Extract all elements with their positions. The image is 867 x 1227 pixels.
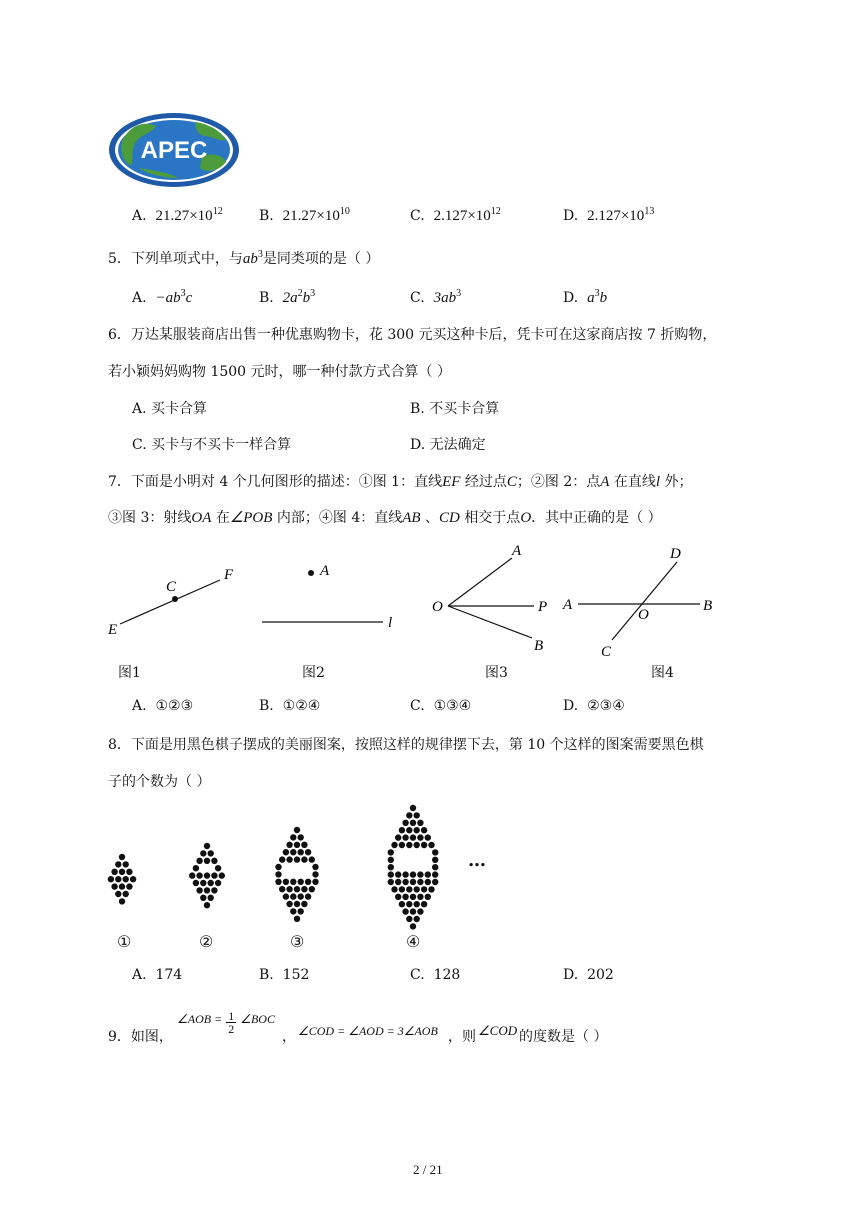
q7-stem-line1 [108,471,692,491]
q7-option-a[interactable] [132,698,193,714]
label-o: O [432,599,443,615]
ray-ob [448,606,532,638]
q7-text: 、 [425,510,440,526]
label-a: A [320,563,330,579]
black-stone [406,886,412,892]
option-exponent: 13 [644,206,655,217]
label-f: F [224,567,234,583]
q4-option-a[interactable] [132,206,223,225]
black-stone [391,842,397,848]
option-term: 3ab [433,290,457,306]
label-d: D [670,546,681,562]
black-stone [414,827,420,833]
q7-term: EF [442,474,461,490]
black-stone [312,871,318,877]
q6-stem-line2: 若小颖妈妈购物 1500 元时，哪一种付款方式合算（ ） [108,364,451,380]
black-stone [402,871,408,877]
black-stone [211,872,217,878]
black-stone [123,861,129,867]
black-stone [126,883,132,889]
q9-angle-cod: ∠COD [478,1023,518,1038]
pattern-2 [189,843,225,909]
black-stone [406,842,412,848]
black-stone [410,820,416,826]
option-letter: C. [410,208,425,224]
black-stone [298,834,304,840]
black-stone [395,879,401,885]
black-stone [414,916,420,922]
q5-option-d[interactable] [563,288,607,307]
black-stone [279,886,285,892]
black-stone [410,871,416,877]
black-stone [196,858,202,864]
q7-text: 相交于点 [464,510,521,526]
black-stone [399,842,405,848]
label-o: O [638,607,649,623]
q5-term-exponent: 3 [257,249,263,260]
q7-option-d[interactable] [563,698,625,714]
black-stone [402,879,408,885]
black-stone [305,893,311,899]
black-stone [211,858,217,864]
black-stone [410,908,416,914]
black-stone [283,893,289,899]
q7-text: 7．下面是小明对 4 个几何图形的描述：①图 1：直线 [108,474,443,490]
black-stone [111,869,117,875]
option-letter: A. [132,208,147,224]
q9-comma: ， [282,1029,296,1045]
figure-3 [432,543,547,654]
q7-text: ．其中正确的是（ ） [531,510,662,526]
option-letter: D. [563,698,579,714]
black-stone [286,901,292,907]
black-stone [286,842,292,848]
fraction [226,1010,236,1035]
black-stone [425,879,431,885]
black-stone [417,894,423,900]
black-stone [421,886,427,892]
black-stone [204,902,210,908]
q7-option-b[interactable] [259,698,320,714]
option-text: 174 [155,967,183,983]
pattern-4-label: ④ [406,932,421,951]
black-stone [119,898,125,904]
black-stone [290,879,296,885]
black-stone [126,869,132,875]
q6-option-d[interactable] [410,434,486,454]
option-text: 不买卡合算 [429,401,500,417]
black-stone [283,849,289,855]
apec-logo-globe [108,112,240,188]
q8-option-a[interactable] [132,967,182,983]
black-stone [402,894,408,900]
black-stone [305,879,311,885]
black-stone [402,908,408,914]
black-stone [298,849,304,855]
black-stone [298,879,304,885]
figure-4-caption: 图4 [651,665,674,681]
label-l: l [388,615,393,631]
black-stone [301,901,307,907]
black-stone [189,872,195,878]
option-letter: B. [259,208,274,224]
black-stone [414,886,420,892]
option-term: b [599,290,608,306]
q6-stem-line1: 6．万达某服装商店出售一种优惠购物卡，花 300 元买这种卡后，凭卡可在这家商店按 7 折购物， [108,327,717,343]
black-stone [115,876,121,882]
q7-term: OA [191,510,212,526]
option-letter: B. [259,967,274,983]
black-stone [425,871,431,877]
option-letter: C. [410,290,425,306]
option-text: ①③④ [433,698,472,714]
q9-equation-2: ∠COD = ∠AOD = 3∠AOB [298,1024,438,1038]
q9-eq-right: ∠BOC [240,1012,275,1027]
black-stone [305,849,311,855]
option-text: ①②④ [282,698,321,714]
black-stone [410,923,416,929]
black-stone [204,887,210,893]
q8-option-c[interactable] [410,967,460,983]
black-stone [417,834,423,840]
black-stone [294,901,300,907]
black-stone [215,865,221,871]
label-p: P [538,599,548,615]
option-term: 2a [282,290,298,306]
q8-option-d[interactable] [563,967,614,983]
black-stone [298,908,304,914]
black-stone [406,812,412,818]
q7-term: O [520,510,532,526]
black-stone [200,880,206,886]
q5-option-b[interactable] [259,288,315,307]
q7-term: A [600,474,610,490]
option-letter: A. [132,290,147,306]
option-text: 202 [587,967,614,983]
black-stone [301,886,307,892]
q9-text-suffix: 的度数是（ ） [519,1029,608,1045]
option-exponent: 10 [339,206,350,217]
option-letter: C. [132,437,147,453]
black-stone [312,864,318,870]
black-stone [115,891,121,897]
black-stone [388,857,394,863]
q7-text: 在直线 [613,474,656,490]
black-stone [204,872,210,878]
black-stone [301,856,307,862]
black-stone [425,834,431,840]
black-stone [406,901,412,907]
q6-option-a[interactable] [132,398,207,418]
q7-stem-line2 [108,507,662,527]
black-stone [108,876,114,882]
figure-2-caption: 图2 [302,665,325,681]
q9-text-mid: ，则 [448,1029,476,1045]
option-value: 2.127×10 [587,208,645,224]
option-text: 152 [282,967,310,983]
black-stone [119,854,125,860]
black-stone [410,894,416,900]
option-text: 买卡合算 [151,401,208,417]
black-stone [211,887,217,893]
option-value: 21.27×10 [155,208,213,224]
q7-text: 在 [215,510,230,526]
black-stone [275,864,281,870]
black-stone [204,858,210,864]
black-stone [294,827,300,833]
black-stone [432,864,438,870]
black-stone [193,880,199,886]
black-stone [421,827,427,833]
black-stone [432,879,438,885]
option-letter: C. [410,698,425,714]
option-term: −ab [155,290,181,306]
ray-oa [448,558,512,606]
q7-term: l [655,474,661,490]
option-term: a [587,290,595,306]
option-exponent: 3 [310,288,316,299]
black-stone [414,842,420,848]
black-stone [111,883,117,889]
black-stone [309,856,315,862]
q5-option-c[interactable] [410,288,461,307]
black-stone [219,872,225,878]
option-letter: B. [259,290,274,306]
black-stone [410,879,416,885]
option-text: ②③④ [587,698,625,714]
black-stone [130,876,136,882]
q5-stem [108,248,379,268]
black-stone [402,820,408,826]
black-stone [119,869,125,875]
black-stone [402,834,408,840]
figure-4 [562,546,712,660]
q7-text: 外； [664,474,693,490]
figure-2 [262,563,392,631]
page-number: 2 / 21 [413,1162,443,1177]
black-stone [294,856,300,862]
option-letter: A. [132,698,147,714]
q4-option-c[interactable] [410,206,501,225]
q8-ellipsis: … [468,850,486,871]
apec-logo-text: APEC [140,137,208,164]
black-stone [417,879,423,885]
label-c: C [166,579,177,595]
pattern-4 [388,805,439,930]
option-letter: D. [563,208,579,224]
black-stone [196,872,202,878]
black-stone [215,880,221,886]
q4-option-b[interactable] [259,206,350,225]
label-c: C [601,644,612,660]
option-value: 21.27×10 [282,208,340,224]
option-exponent: 2 [297,288,303,299]
option-exponent: 12 [490,206,501,217]
black-stone [290,908,296,914]
black-stone [414,901,420,907]
q9-text: 9．如图， [108,1029,173,1045]
black-stone [294,886,300,892]
figure-1 [107,567,234,638]
option-text: 128 [433,967,461,983]
option-letter: D. [410,437,426,453]
black-stone [388,864,394,870]
q5-term: ab [242,251,258,267]
black-stone [428,886,434,892]
figure-1-caption: 图1 [118,665,141,681]
black-stone [200,850,206,856]
q7-text: ③图 3：射线 [108,510,192,526]
q8-stem-line2: 子的个数为（ ） [108,774,211,790]
option-exponent: 12 [212,206,223,217]
q8-stem-line1: 8．下面是用黑色棋子摆成的美丽图案，按照这样的规律摆下去，第 10 个这样的图案需要黑色棋 [108,737,704,753]
black-stone [275,879,281,885]
black-stone [283,879,289,885]
line-cd [612,562,677,640]
black-stone [123,891,129,897]
option-term: c [185,290,193,306]
black-stone [399,886,405,892]
label-a: A [512,543,522,559]
black-stone [123,876,129,882]
black-stone [294,916,300,922]
pattern-1 [108,854,137,905]
black-stone [428,842,434,848]
option-letter: D. [563,967,579,983]
black-stone [208,880,214,886]
option-text: 无法确定 [429,437,486,453]
black-stone [388,871,394,877]
q4-option-d[interactable] [563,206,654,225]
q7-term: C [506,474,517,490]
option-letter: D. [563,290,579,306]
option-term: b [302,290,311,306]
option-letter: B. [410,401,425,417]
q5-stem-text-2: 是同类项的是（ ） [262,251,380,267]
black-stone [395,834,401,840]
black-stone [208,895,214,901]
q8-option-b[interactable] [259,967,309,983]
black-stone [286,856,292,862]
q7-text: ；②图 2：点 [516,474,601,490]
black-stone [193,865,199,871]
black-stone [301,842,307,848]
q7-figures [0,540,867,680]
black-stone [432,849,438,855]
black-stone [200,895,206,901]
black-stone [417,820,423,826]
black-stone [294,842,300,848]
option-exponent: 3 [456,288,462,299]
q9-eq-left: ∠AOB = [177,1012,223,1027]
option-letter: B. [259,698,274,714]
black-stone [279,856,285,862]
black-stone [115,861,121,867]
black-stone [395,894,401,900]
q7-text: 内部；④图 4：直线 [276,510,403,526]
label-e: E [108,622,118,638]
option-text: 买卡与不买卡一样合算 [151,437,292,453]
q6-option-b[interactable] [410,398,499,418]
q9-stem [108,1014,173,1048]
pattern-3 [275,827,318,922]
black-stone [425,894,431,900]
label-b: B [703,598,713,614]
pattern-2-label: ② [199,932,214,951]
black-stone [208,850,214,856]
pattern-1-label: ① [117,932,132,951]
black-stone [119,883,125,889]
option-exponent: 3 [594,288,600,299]
black-stone [290,834,296,840]
point-c [172,596,178,602]
black-stone [388,879,394,885]
q7-term: AB [402,510,421,526]
black-stone [406,916,412,922]
black-stone [395,871,401,877]
option-text: ①②③ [155,698,194,714]
option-letter: A. [132,401,147,417]
fraction-denominator: 2 [228,1022,235,1036]
option-value: 2.127×10 [433,208,491,224]
q5-option-a[interactable] [132,288,192,307]
black-stone [432,871,438,877]
q7-term: CD [439,510,460,526]
q5-stem-text: 5．下列单项式中，与 [108,251,243,267]
black-stone [417,908,423,914]
figure-3-caption: 图3 [485,665,508,681]
black-stone [196,887,202,893]
black-stone [414,812,420,818]
q6-option-c[interactable] [132,434,291,454]
black-stone [290,849,296,855]
apec-logo [108,112,240,188]
black-stone [421,901,427,907]
q8-dot-patterns [0,800,867,930]
black-stone [312,879,318,885]
option-letter: C. [410,967,425,983]
q7-text: 经过点 [464,474,507,490]
black-stone [432,857,438,863]
pattern-3-label: ③ [290,932,305,951]
black-stone [309,886,315,892]
q7-term: ∠POB [229,510,273,526]
black-stone [286,886,292,892]
black-stone [298,893,304,899]
label-a: A [563,597,573,613]
fraction-numerator: 1 [228,1009,235,1023]
black-stone [290,893,296,899]
black-stone [204,843,210,849]
q7-option-c[interactable] [410,698,471,714]
black-stone [421,842,427,848]
black-stone [275,871,281,877]
option-letter: A. [132,967,147,983]
option-exponent: 3 [180,288,186,299]
black-stone [391,886,397,892]
q9-equation-1 [177,1010,275,1035]
black-stone [406,827,412,833]
black-stone [410,805,416,811]
black-stone [417,871,423,877]
black-stone [399,901,405,907]
label-b: B [534,638,544,654]
black-stone [388,849,394,855]
point-a [308,570,314,576]
black-stone [399,827,405,833]
black-stone [410,834,416,840]
